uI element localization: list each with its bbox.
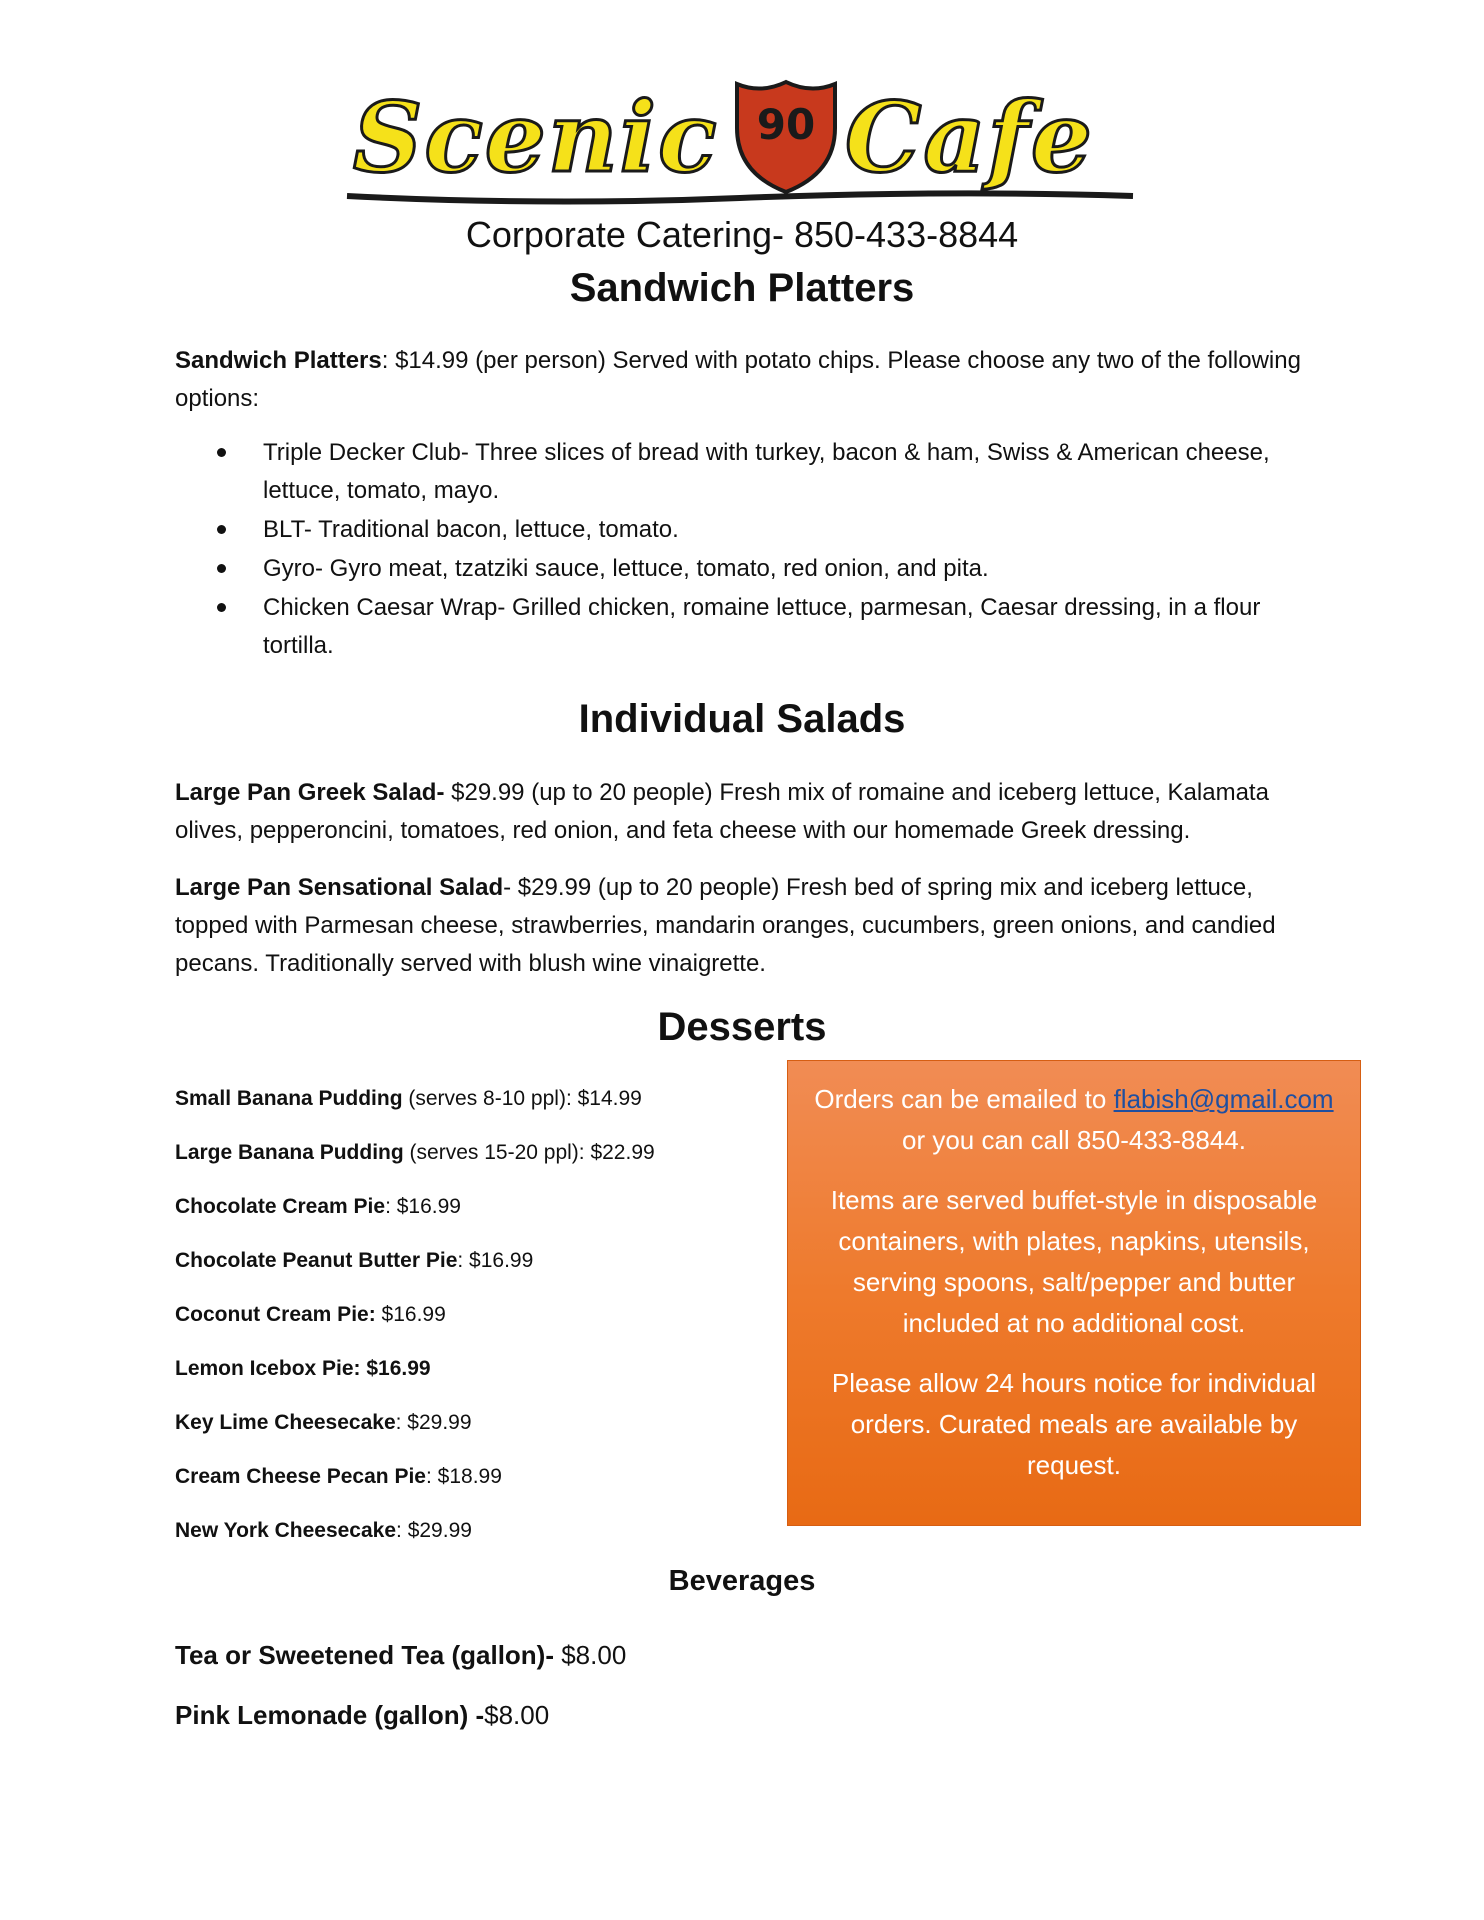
list-item: Chicken Caesar Wrap- Grilled chicken, romaine lettuce, parmesan, Caesar dressing, in a flour tortilla. — [175, 589, 1285, 665]
list-item — [175, 1409, 472, 1437]
dessert-detail: (serves 15-20 ppl): $22.99 — [403, 1141, 655, 1164]
list-item — [175, 1301, 446, 1329]
list-item — [175, 1085, 642, 1113]
beverages-heading: Beverages — [668, 1565, 816, 1597]
dessert-detail: : $18.99 — [425, 1465, 502, 1488]
shield-number: 90 — [756, 100, 816, 149]
beverage-price: $8.00 — [554, 1640, 627, 1670]
notice-info-text: Please allow 24 hours notice for individual orders. Curated meals are available by request. — [831, 1368, 1317, 1480]
service-info-text: Items are served buffet-style in disposable containers, with plates, napkins, utensils, serving spoons, salt/pepper and butter included at no additional cost. — [830, 1185, 1318, 1338]
list-item: Triple Decker Club- Three slices of bread with turkey, bacon & ham, Swiss & American cheese, lettuce, tomato, mayo. — [175, 434, 1285, 510]
list-item — [175, 1193, 461, 1221]
sensational-salad-label: Large Pan Sensational Salad — [175, 874, 504, 901]
list-item — [175, 1139, 655, 1167]
dessert-name: Chocolate Peanut Butter Pie — [175, 1249, 458, 1272]
sandwich-platters-heading: Sandwich Platters — [569, 266, 915, 310]
dessert-name: Cream Cheese Pecan Pie — [175, 1465, 426, 1488]
list-item: BLT- Traditional bacon, lettuce, tomato. — [175, 511, 1285, 549]
ordering-info-box — [787, 1060, 1361, 1526]
scenic-cafe-logo — [345, 78, 1135, 208]
list-item — [175, 1700, 549, 1731]
dessert-name: Coconut Cream Pie: — [175, 1303, 376, 1326]
sandwich-intro-text: : $14.99 (per person) Served with potato chips. Please choose any two of the following options: — [175, 347, 1301, 412]
greek-salad-label: Large Pan Greek Salad- — [175, 779, 445, 806]
dessert-detail: : $16.99 — [385, 1195, 461, 1218]
catering-phone-subtitle: Corporate Catering- 850-433-8844 — [465, 214, 1019, 255]
dessert-name: Key Lime Cheesecake — [175, 1411, 396, 1434]
sandwich-options-list — [175, 434, 1285, 666]
dessert-detail: (serves 8-10 ppl): $14.99 — [402, 1087, 642, 1110]
greek-salad-item — [175, 774, 1325, 850]
order-contact-suffix: or you can call 850-433-8844. — [901, 1125, 1246, 1155]
individual-salads-heading: Individual Salads — [578, 697, 906, 741]
dessert-name: Lemon Icebox Pie: $16.99 — [175, 1357, 431, 1380]
sandwich-intro — [175, 342, 1325, 418]
beverage-name: Tea or Sweetened Tea (gallon)- — [175, 1640, 554, 1670]
desserts-heading: Desserts — [657, 1005, 827, 1049]
sandwich-intro-label: Sandwich Platters — [175, 347, 382, 374]
email-link[interactable]: flabish@gmail.com — [1113, 1084, 1334, 1114]
order-contact-text — [802, 1079, 1346, 1161]
logo-underline-swoosh — [345, 186, 1135, 208]
dessert-name: New York Cheesecake — [175, 1519, 397, 1542]
list-item — [175, 1463, 502, 1491]
dessert-detail: : $29.99 — [395, 1411, 472, 1434]
dessert-name: Large Banana Pudding — [175, 1141, 404, 1164]
logo-word-right: Cafe — [845, 81, 1094, 194]
sensational-salad-text: - $29.99 (up to 20 people) Fresh bed of spring mix and iceberg lettuce, topped with Parmesan cheese, strawberries, mandarin oranges, cucumbers, green onions, and candied pecans. Traditionally served with blush wine vinaigrette. — [175, 874, 1276, 977]
dessert-detail: : $16.99 — [457, 1249, 534, 1272]
sensational-salad-item — [175, 869, 1325, 983]
list-item — [175, 1247, 533, 1275]
order-contact-prefix: Orders can be emailed to — [814, 1084, 1114, 1114]
list-item: Gyro- Gyro meat, tzatziki sauce, lettuce, tomato, red onion, and pita. — [175, 550, 1285, 588]
list-item — [175, 1517, 472, 1545]
dessert-name: Small Banana Pudding — [175, 1087, 403, 1110]
list-item — [175, 1355, 431, 1383]
dessert-detail: $16.99 — [375, 1303, 446, 1326]
list-item — [175, 1640, 626, 1671]
logo-word-left: Scenic — [353, 81, 719, 194]
beverage-name: Pink Lemonade (gallon) - — [175, 1700, 485, 1730]
beverage-price: $8.00 — [484, 1700, 550, 1730]
dessert-detail: : $29.99 — [396, 1519, 472, 1542]
dessert-name: Chocolate Cream Pie — [175, 1195, 386, 1218]
greek-salad-text: $29.99 (up to 20 people) Fresh mix of romaine and iceberg lettuce, Kalamata olives, pepperoncini, tomatoes, red onion, and feta cheese with our homemade Greek dressing. — [175, 779, 1269, 844]
